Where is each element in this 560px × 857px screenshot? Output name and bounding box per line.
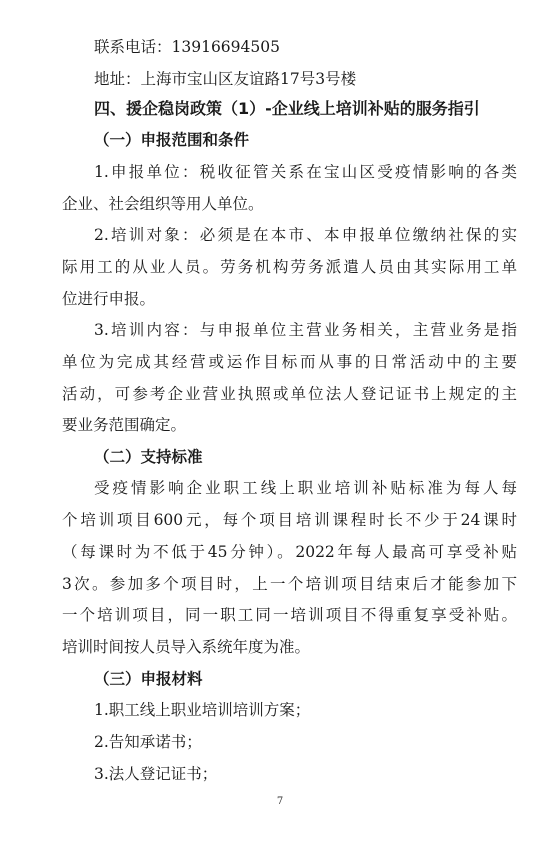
scope-item2-line1: 2.培训对象：必须是在本市、本申报单位缴纳社保的实 — [94, 226, 517, 244]
scope-item1-line2: 企业、社会组织等用人单位。 — [62, 195, 264, 213]
scope-item2-line2: 际用工的从业人员。劳务机构劳务派遣人员由其实际用工单 — [62, 258, 517, 276]
standard-line6: 培训时间按人员导入系统年度为准。 — [62, 638, 311, 656]
page-number: 7 — [276, 796, 284, 807]
scope-item3-line2: 单位为完成其经营或运作目标而从事的日常活动中的主要 — [62, 353, 517, 371]
materials-item1: 1.职工线上职业培训培训方案； — [94, 701, 311, 719]
standard-line1: 受疫情影响企业职工线上职业培训补贴标准为每人每 — [94, 479, 517, 497]
subsection-heading-scope: （一）申报范围和条件 — [94, 131, 250, 149]
section-title: 四、援企稳岗政策（1）-企业线上培训补贴的服务指引 — [94, 99, 480, 118]
standard-line3: （每课时为不低于45分钟）。2022年每人最高可享受补贴 — [62, 543, 517, 561]
materials-item2: 2.告知承诺书； — [94, 733, 202, 751]
scope-item3-line3: 活动，可参考企业营业执照或单位法人登记证书上规定的主 — [62, 385, 517, 403]
materials-item3: 3.法人登记证书； — [94, 765, 218, 783]
contact-address: 地址：上海市宝山区友谊路17号3号楼 — [94, 70, 357, 88]
contact-phone: 联系电话：13916694505 — [94, 38, 280, 56]
scope-item3-line4: 要业务范围确定。 — [62, 416, 187, 434]
scope-item2-line3: 位进行申报。 — [62, 290, 156, 308]
subsection-heading-standard: （二）支持标准 — [94, 448, 203, 466]
standard-line4: 3次。参加多个项目时，上一个培训项目结束后才能参加下 — [62, 575, 517, 593]
standard-line2: 个培训项目600元，每个项目培训课程时长不少于24课时 — [62, 511, 517, 529]
scope-item3-line1: 3.培训内容：与申报单位主营业务相关，主营业务是指 — [94, 321, 517, 339]
scope-item1-line1: 1.申报单位：税收征管关系在宝山区受疫情影响的各类 — [94, 163, 517, 181]
subsection-heading-materials: （三）申报材料 — [94, 670, 203, 688]
standard-line5: 一个培训项目，同一职工同一培训项目不得重复享受补贴。 — [62, 606, 517, 624]
